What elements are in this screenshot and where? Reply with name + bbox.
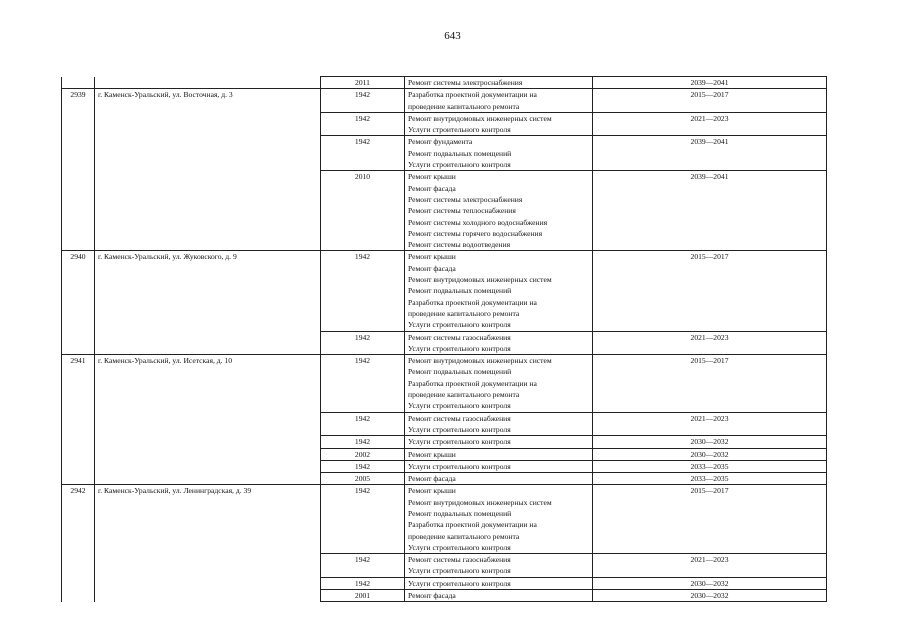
house-address: г. Каменск-Уральский, ул. Исетская, д. 10 [95,355,321,485]
work-item: Ремонт крыши [408,486,456,496]
work-item: Ремонт подвальных помещений [408,508,512,518]
works-list [405,436,593,448]
work-item: Ремонт фундамента [408,137,473,147]
works-list [405,485,593,554]
repair-period: 2033—2035 [593,473,827,485]
page-number: 643 [444,30,461,42]
works-list [405,77,593,89]
build-year: 1942 [321,355,405,412]
build-year: 1942 [321,554,405,578]
repair-period: 2030—2032 [593,577,827,589]
build-year: 1942 [321,577,405,589]
works-list [405,590,593,602]
work-item: Услуги строительного контроля [408,401,511,411]
work-item: проведение капитального ремонта [408,308,520,318]
work-item: Ремонт системы газоснабжения [408,332,511,342]
build-year: 1942 [321,89,405,113]
works-list [405,577,593,589]
work-item: Ремонт системы водоотведения [408,240,511,250]
work-item: Ремонт системы электроснабжения [408,78,523,87]
house-number: 2940 [62,251,95,355]
work-item: Услуги строительного контроля [408,566,511,576]
works-list [405,473,593,485]
repair-period: 2039—2041 [593,77,827,89]
work-item: проведение капитального ремонта [408,390,520,400]
build-year: 1942 [321,112,405,136]
build-year: 1942 [321,436,405,448]
repair-period: 2030—2032 [593,436,827,448]
works-list [405,171,593,251]
table-row [62,251,827,331]
table-row [62,355,827,412]
work-item: Ремонт системы горячего водоснабжения [408,228,543,238]
work-item: Услуги строительного контроля [408,542,511,552]
works-list [405,112,593,136]
work-item: Разработка проектной документации на [408,378,537,388]
work-item: Услуги строительного контроля [408,578,511,588]
works-list [405,412,593,436]
works-list [405,355,593,412]
build-year: 1942 [321,251,405,331]
work-item: Ремонт подвальных помещений [408,148,512,158]
works-list [405,554,593,578]
work-item: Разработка проектной документации на [408,520,537,530]
repair-period: 2021—2023 [593,331,827,355]
work-item: Услуги строительного контроля [408,424,511,434]
house-address [95,77,321,89]
repair-period: 2015—2017 [593,251,827,331]
work-item: Услуги строительного контроля [408,461,511,471]
work-item: Услуги строительного контроля [408,343,511,353]
house-number: 2941 [62,355,95,485]
work-item: Ремонт крыши [408,252,456,262]
repair-period: 2039—2041 [593,136,827,171]
work-item: Ремонт системы газоснабжения [408,555,511,565]
work-item: Ремонт фасада [408,591,456,601]
works-list [405,251,593,331]
build-year: 1942 [321,485,405,554]
repair-period: 2030—2032 [593,448,827,460]
repair-period: 2039—2041 [593,171,827,251]
house-number: 2942 [62,485,95,602]
work-item: Ремонт внутридомовых инженерных систем [408,275,552,285]
build-year: 2001 [321,590,405,602]
work-item: Ремонт системы холодного водоснабжения [408,217,548,227]
works-list [405,460,593,472]
work-item: Ремонт внутридомовых инженерных систем [408,356,552,366]
build-year: 1942 [321,412,405,436]
work-item: Услуги строительного контроля [408,320,511,330]
repair-period: 2030—2032 [593,590,827,602]
table-row [62,77,827,89]
build-year: 2010 [321,171,405,251]
works-list [405,89,593,113]
repair-period: 2021—2023 [593,412,827,436]
work-item: Ремонт подвальных помещений [408,367,512,377]
repair-period: 2021—2023 [593,554,827,578]
work-item: Ремонт фасада [408,263,456,273]
work-item: Ремонт фасада [408,474,456,484]
work-item: Ремонт крыши [408,172,456,182]
work-item: Ремонт фасада [408,183,456,193]
work-item: проведение капитального ремонта [408,531,520,541]
build-year: 2005 [321,473,405,485]
house-address: г. Каменск-Уральский, ул. Ленинградская, д. 39 [95,485,321,602]
repair-period: 2021—2023 [593,112,827,136]
works-list [405,331,593,355]
work-item: Ремонт системы электроснабжения [408,194,523,204]
works-list [405,136,593,171]
table-row [62,89,827,113]
house-address: г. Каменск-Уральский, ул. Восточная, д. 3 [95,89,321,251]
repair-period: 2015—2017 [593,355,827,412]
build-year: 2002 [321,448,405,460]
build-year: 1942 [321,460,405,472]
work-item: Услуги строительного контроля [408,437,511,447]
works-list [405,448,593,460]
work-item: Ремонт крыши [408,449,456,459]
work-item: проведение капитального ремонта [408,101,520,111]
work-item: Разработка проектной документации на [408,297,537,307]
work-item: Ремонт системы теплоснабжения [408,206,516,216]
work-item: Услуги строительного контроля [408,160,511,170]
repair-period: 2033—2035 [593,460,827,472]
work-item: Ремонт подвальных помещений [408,286,512,296]
work-item: Ремонт внутридомовых инженерных систем [408,113,552,123]
work-item: Разработка проектной документации на [408,90,537,100]
table-body [62,77,827,602]
capital-repair-table [61,76,827,602]
house-number: 2939 [62,89,95,251]
work-item: Ремонт внутридомовых инженерных систем [408,497,552,507]
house-number [62,77,95,89]
work-item: Ремонт системы газоснабжения [408,413,511,423]
house-address: г. Каменск-Уральский, ул. Жуковского, д. 9 [95,251,321,355]
repair-period: 2015—2017 [593,485,827,554]
build-year: 1942 [321,331,405,355]
build-year: 2011 [321,77,405,89]
table-row [62,485,827,554]
work-item: Услуги строительного контроля [408,125,511,135]
build-year: 1942 [321,136,405,171]
repair-period: 2015—2017 [593,89,827,113]
